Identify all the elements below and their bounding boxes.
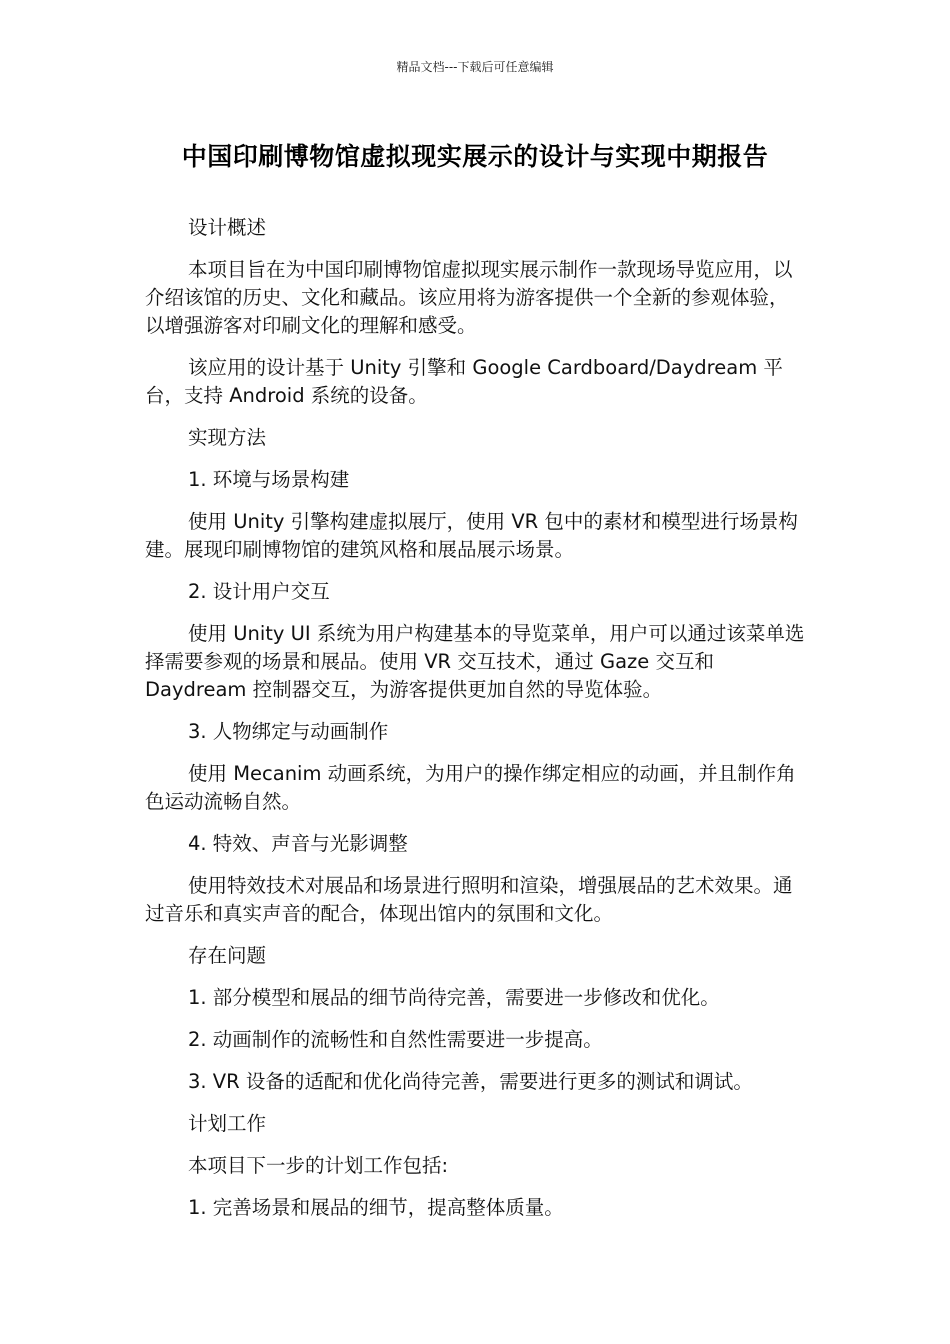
section-heading-design-overview: 设计概述 xyxy=(188,216,267,239)
list-item: 1. 部分模型和展品的细节尚待完善，需要进一步修改和优化。 xyxy=(188,986,720,1009)
section-heading-issues: 存在问题 xyxy=(188,944,267,967)
body-paragraph: 使用特效技术对展品和场景进行照明和渲染，增强展品的艺术效果。通过音乐和真实声音的配合，体现出馆内的氛围和文化。 xyxy=(145,874,793,925)
page-header: 精品文档---下载后可任意编辑 xyxy=(396,60,554,74)
subheading: 4. 特效、声音与光影调整 xyxy=(188,832,408,855)
body-paragraph: 该应用的设计基于 Unity 引擎和 Google Cardboard/Daydream 平台，支持 Android 系统的设备。 xyxy=(145,356,783,407)
body-paragraph: 本项目下一步的计划工作包括: xyxy=(188,1154,449,1177)
list-item: 2. 动画制作的流畅性和自然性需要进一步提高。 xyxy=(188,1028,603,1051)
section-heading-plan: 计划工作 xyxy=(188,1112,267,1135)
body-paragraph: 使用 Mecanim 动画系统，为用户的操作绑定相应的动画，并且制作角色运动流畅自然。 xyxy=(145,762,796,813)
subheading: 1. 环境与场景构建 xyxy=(188,468,350,491)
subheading: 3. 人物绑定与动画制作 xyxy=(188,720,389,743)
section-heading-implementation: 实现方法 xyxy=(188,426,267,449)
list-item: 1. 完善场景和展品的细节，提高整体质量。 xyxy=(188,1196,564,1219)
body-paragraph: 本项目旨在为中国印刷博物馆虚拟现实展示制作一款现场导览应用，以介绍该馆的历史、文化和藏品。该应用将为游客提供一个全新的参观体验，以增强游客对印刷文化的理解和感受。 xyxy=(145,258,793,337)
document-body xyxy=(145,214,805,1236)
list-item: 3. VR 设备的适配和优化尚待完善，需要进行更多的测试和调试。 xyxy=(188,1070,753,1093)
body-paragraph: 使用 Unity 引擎构建虚拟展厅，使用 VR 包中的素材和模型进行场景构建。展现印刷博物馆的建筑风格和展品展示场景。 xyxy=(145,510,798,561)
body-paragraph: 使用 Unity UI 系统为用户构建基本的导览菜单，用户可以通过该菜单选择需要参观的场景和展品。使用 VR 交互技术，通过 Gaze 交互和 Daydream 控制器交互，为游客提供更加自然的导览体验。 xyxy=(145,622,805,701)
subheading: 2. 设计用户交互 xyxy=(188,580,330,603)
document-title: 中国印刷博物馆虚拟现实展示的设计与实现中期报告 xyxy=(181,142,769,171)
